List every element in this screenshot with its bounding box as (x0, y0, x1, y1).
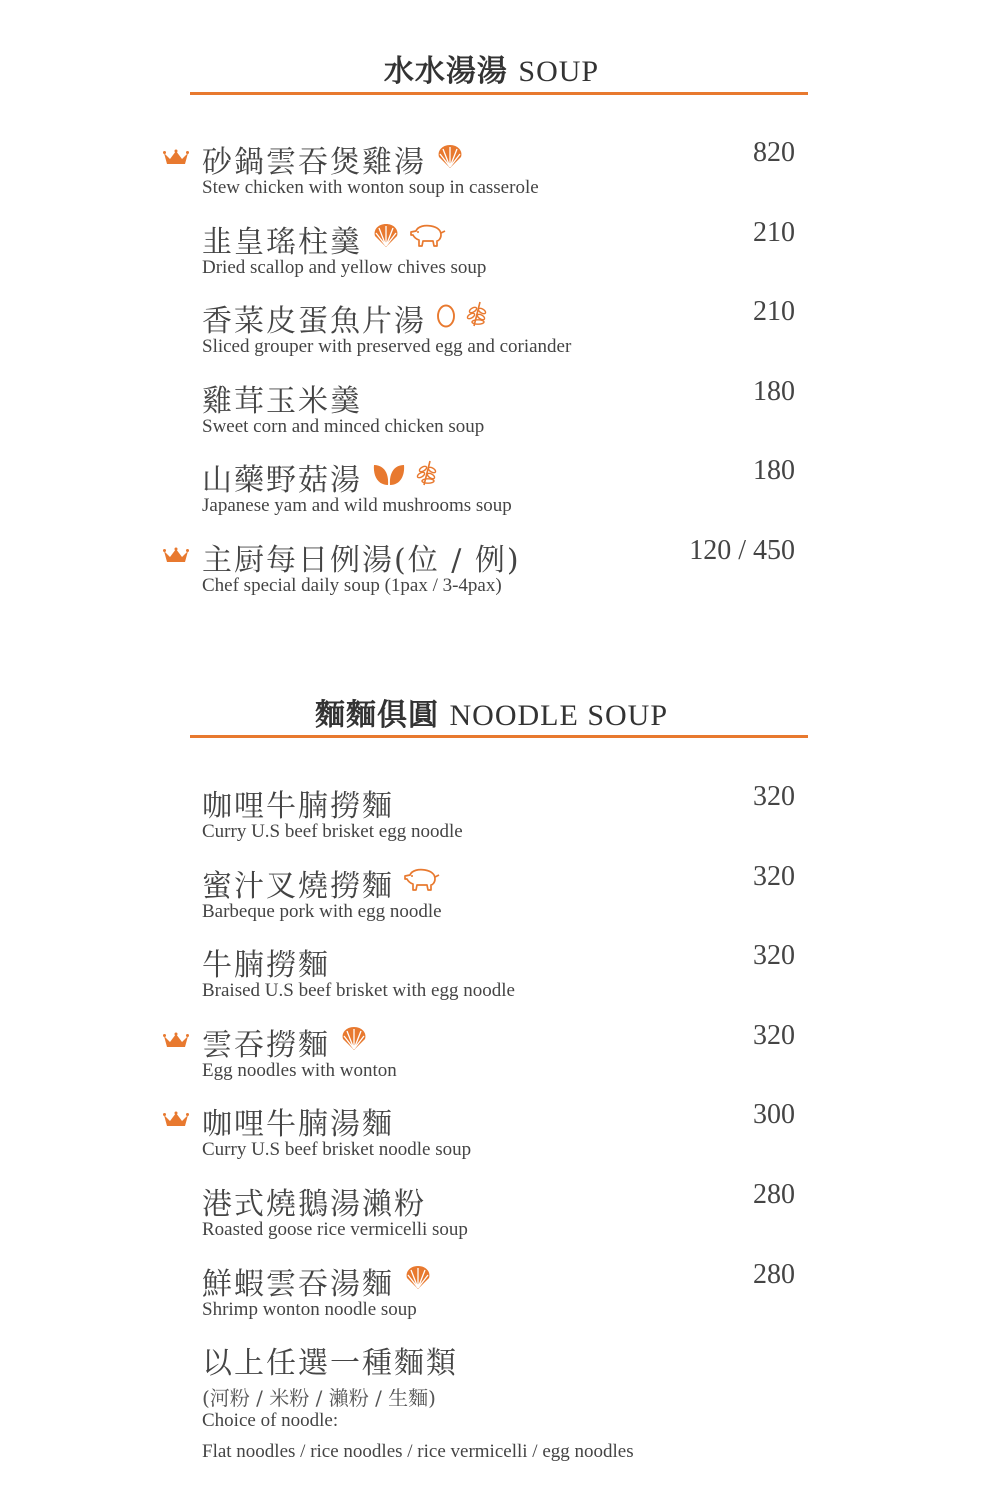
menu-item-name-zh-text: 砂鍋雲吞煲雞湯 (202, 145, 426, 180)
noodle-choice-en-options: Flat noodles / rice noodles / rice vermicelli / egg noodles (202, 1441, 634, 1462)
noodle-title-en: NOODLE SOUP (449, 699, 669, 732)
menu-item-name-zh-text: 牛腩撈麵 (202, 948, 330, 984)
menu-item-name-zh (202, 376, 362, 420)
menu-item-name-zh (202, 137, 464, 181)
menu-item (0, 781, 983, 851)
menu-item-name-zh-text: 山藥野菇湯 (202, 463, 362, 499)
menu-item-price: 320 (753, 940, 795, 972)
shellfish-icon (372, 221, 400, 256)
menu-item (0, 1020, 983, 1090)
shellfish-icon (340, 1024, 368, 1059)
menu-item-name-zh (202, 1179, 426, 1223)
menu-item-name-zh-text: 咖哩牛腩撈麵 (202, 789, 394, 824)
menu-item-description-en: Stew chicken with wonton soup in casserole (202, 177, 539, 198)
menu-item-name-zh (202, 535, 521, 579)
crown-icon (163, 1111, 189, 1129)
menu-item-price: 280 (753, 1258, 795, 1290)
soup-divider (190, 92, 808, 95)
noodle-title-zh: 麵麵俱圓 (314, 698, 439, 733)
menu-item (0, 535, 983, 605)
menu-item-name-zh-text: 香菜皮蛋魚片湯 (202, 304, 426, 340)
soup-title-zh: 水水湯湯 (383, 54, 508, 89)
menu-item-name-zh-text: 雲吞撈麵 (202, 1027, 330, 1063)
wheat-icon (466, 300, 488, 336)
menu-item (0, 376, 983, 446)
menu-item-name-zh-text: 主厨每日例湯(位 / 例) (202, 543, 521, 578)
menu-item-description-en: Japanese yam and wild mushrooms soup (202, 495, 512, 517)
shellfish-icon (436, 142, 464, 177)
pork-icon (404, 865, 440, 900)
menu-item-name-zh (202, 940, 330, 984)
menu-item (0, 296, 983, 366)
noodle-choice-zh: 以上任選一種麵類 (202, 1346, 458, 1381)
menu-item (0, 940, 983, 1010)
menu-item-name-zh (202, 217, 446, 261)
menu-item-description-en: Roasted goose rice vermicelli soup (202, 1219, 468, 1240)
noodle-choice-en-label: Choice of noodle: (202, 1410, 339, 1431)
menu-item-price: 280 (753, 1179, 795, 1210)
menu-item-description-en: Curry U.S beef brisket egg noodle (202, 821, 463, 842)
shellfish-icon (404, 1263, 432, 1298)
menu-item-name-zh-text: 港式燒鵝湯瀨粉 (202, 1187, 426, 1222)
menu-item-name-zh (202, 781, 394, 825)
menu-item-price: 320 (753, 781, 795, 812)
menu-item-name-zh-text: 鮮蝦雲吞湯麵 (202, 1266, 394, 1302)
menu-item-description-en: Dried scallop and yellow chives soup (202, 256, 487, 278)
menu-item-price: 180 (753, 375, 795, 407)
menu-item (0, 1179, 983, 1249)
menu-item-name-zh (202, 861, 440, 905)
menu-item (0, 455, 983, 525)
menu-item-name-zh (202, 1020, 368, 1064)
vegetarian-leaf-icon (372, 460, 406, 495)
egg-icon (436, 301, 456, 336)
menu-item (0, 217, 983, 287)
menu-item-description-en: Curry U.S beef brisket noodle soup (202, 1139, 472, 1161)
menu-item-name-zh (202, 296, 488, 340)
menu-item-description-en: Sliced grouper with preserved egg and coriander (202, 336, 572, 358)
menu-item-name-zh-text: 雞茸玉米羹 (202, 383, 362, 419)
menu-item-price: 210 (753, 216, 795, 248)
menu-item-name-zh-text: 韭皇瑤柱羹 (202, 224, 362, 260)
wheat-icon (416, 459, 438, 495)
menu-item-name-zh (202, 455, 438, 499)
pork-icon (410, 221, 446, 256)
crown-icon (163, 547, 189, 565)
crown-icon (163, 1032, 189, 1050)
menu-item-name-zh-text: 蜜汁叉燒撈麵 (202, 868, 394, 904)
menu-item-description-en: Egg noodles with wonton (202, 1059, 397, 1081)
menu-item-name-zh (202, 1099, 394, 1143)
menu-item-price: 120 / 450 (689, 535, 795, 566)
menu-item-description-en: Sweet corn and minced chicken soup (202, 415, 485, 437)
noodle-section-title (0, 690, 983, 734)
noodle-choice-zh-options: (河粉 / 米粉 / 瀨粉 / 生麵) (202, 1386, 436, 1410)
soup-section-title (0, 46, 983, 90)
menu-item-description-en: Barbeque pork with egg noodle (202, 900, 442, 922)
menu-item-price: 320 (753, 860, 795, 892)
menu-item-description-en: Chef special daily soup (1pax / 3-4pax) (202, 575, 502, 596)
menu-item-description-en: Braised U.S beef brisket with egg noodle (202, 980, 515, 1002)
menu-item-price: 180 (753, 455, 795, 487)
menu-item-price: 820 (753, 137, 795, 168)
menu-item-name-zh (202, 1259, 432, 1303)
menu-item (0, 1099, 983, 1169)
menu-item (0, 1259, 983, 1329)
menu-item-description-en: Shrimp wonton noodle soup (202, 1298, 417, 1320)
menu-item-price: 320 (753, 1019, 795, 1051)
menu-item-name-zh-text: 咖哩牛腩湯麵 (202, 1107, 394, 1143)
crown-icon (163, 149, 189, 167)
menu-item (0, 137, 983, 207)
menu-item-price: 210 (753, 296, 795, 328)
soup-title-en: SOUP (518, 55, 600, 88)
noodle-divider (190, 735, 808, 738)
menu-item-price: 300 (753, 1099, 795, 1131)
menu-item (0, 861, 983, 931)
